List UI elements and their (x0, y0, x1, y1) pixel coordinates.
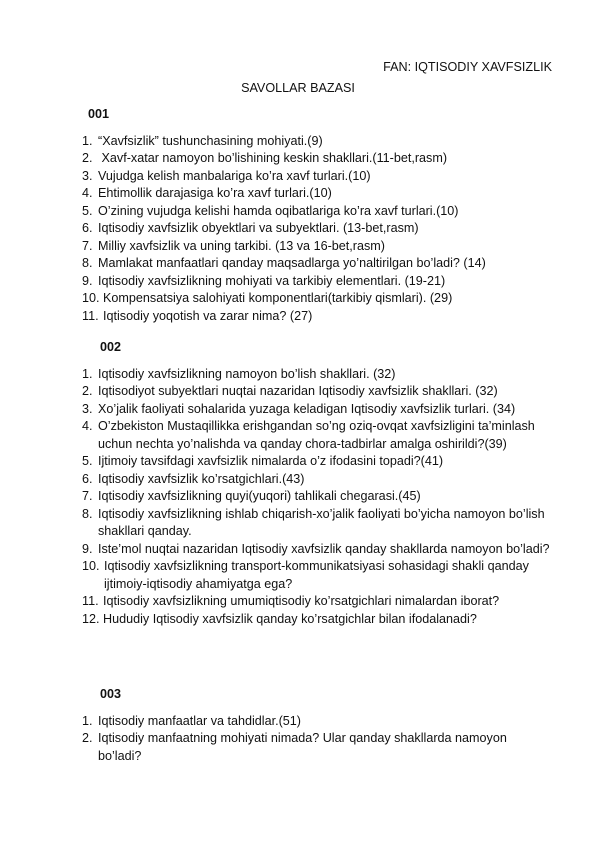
list-item (84, 203, 564, 221)
question-number: 11. (82, 594, 99, 608)
list-item (84, 558, 564, 593)
question-number: 9. (82, 541, 93, 556)
list-item (84, 730, 564, 765)
question-number: 11. (82, 308, 99, 323)
question-number: 10. (82, 559, 100, 573)
question-number: 3. (82, 168, 93, 183)
question-text: Iqtisodiy yoqotish va zarar nima? (27) (103, 308, 313, 323)
question-text: Iqtisodiy xavfsizlikning ishlab chiqarish-xo’jalik faoliyati bo’yicha namoyon bo’lish shakllari qanday. (98, 506, 545, 538)
list-item (84, 133, 564, 151)
question-text: Mamlakat manfaatlari qanday maqsadlarga yo’naltirilgan bo’ladi? (14) (98, 256, 486, 270)
list-item (84, 185, 564, 203)
question-number: 1. (82, 713, 93, 728)
question-text: Milliy xavfsizlik va uning tarkibi. (13 va 16-bet,rasm) (98, 238, 385, 253)
question-number: 2. (82, 384, 93, 398)
question-number: 7. (82, 238, 93, 253)
question-text: Iqtisodiy xavfsizlikning quyi(yuqori) tahlikali chegarasi.(45) (98, 489, 421, 503)
question-text: Kompensatsiya salohiyati komponentlari(tarkibiy qismlari). (29) (103, 291, 453, 305)
question-number: 2. (82, 731, 93, 745)
section-code: 001 (88, 107, 110, 121)
question-number: 3. (82, 401, 93, 416)
section-code: 003 (100, 687, 122, 701)
list-item (84, 308, 564, 326)
question-text: Iqtisodiy xavfsizlikning transport-kommunikatsiyasi sohasidagi shakli qanday ijtimoiy-iqtisodiy ahamiyatga ega? (104, 559, 529, 591)
list-item (84, 255, 564, 273)
question-number: 5. (82, 454, 93, 468)
question-text: “Xavfsizlik” tushunchasining mohiyati.(9) (98, 133, 323, 148)
question-number: 1. (82, 133, 93, 148)
question-number: 1. (82, 366, 93, 381)
list-item (84, 593, 564, 611)
list-item (84, 168, 564, 186)
subject-heading: FAN: IQTISODIY XAVFSIZLIK (383, 60, 552, 74)
question-text: Iqtisodiy xavfsizlik ko’rsatgichlari.(43) (98, 471, 305, 486)
question-text: Iqtisodiy manfaatning mohiyati nimada? Ular qanday shakllarda namoyon bo’ladi? (98, 731, 507, 763)
list-item (84, 383, 564, 401)
list-item (84, 401, 564, 419)
question-section-003 (84, 686, 564, 765)
page-title: SAVOLLAR BAZASI (241, 81, 355, 95)
question-number: 7. (82, 489, 93, 503)
list-item (84, 488, 564, 506)
question-number: 10. (82, 291, 100, 305)
question-text: Iqtisodiy xavfsizlikning mohiyati va tarkibiy elementlari. (19-21) (98, 273, 446, 288)
list-item (84, 713, 564, 731)
list-item (84, 471, 564, 489)
question-text: Iqtisodiy xavfsizlikning namoyon bo’lish shakllari. (32) (98, 366, 396, 381)
question-number: 8. (82, 506, 93, 521)
question-text: O’zining vujudga kelishi hamda oqibatlariga ko’ra xavf turlari.(10) (98, 203, 459, 218)
question-text: Ehtimollik darajasiga ko’ra xavf turlari.(10) (98, 186, 332, 200)
question-number: 4. (82, 186, 93, 200)
list-item (84, 220, 564, 238)
list-item (84, 453, 564, 471)
question-text: O’zbekiston Mustaqillikka erishgandan so’ng oziq-ovqat xavfsizligini ta’minlash uchun nechta yo’nalishda va qanday chora-tadbirlar amalga oshirildi?(39) (98, 419, 535, 451)
question-text: Xavf-xatar namoyon bo’lishining keskin shakllari.(11-bet,rasm) (98, 151, 448, 165)
question-number: 12. (82, 611, 100, 626)
question-number: 6. (82, 221, 93, 235)
question-text: Iqtisodiy manfaatlar va tahdidlar.(51) (98, 713, 302, 728)
list-item (84, 238, 564, 256)
question-number: 9. (82, 273, 93, 288)
list-item (84, 273, 564, 291)
question-number: 4. (82, 419, 93, 433)
question-text: Vujudga kelish manbalariga ko’ra xavf turlari.(10) (98, 168, 371, 183)
list-item (84, 290, 564, 308)
list-item (84, 506, 564, 541)
question-section-001 (84, 106, 564, 325)
list-item (84, 150, 564, 168)
question-text: Iqtisodiy xavfsizlikning umumiqtisodiy ko’rsatgichlari nimalardan iborat? (103, 594, 500, 608)
question-section-002 (84, 339, 564, 628)
list-item (84, 366, 564, 384)
list-item (84, 611, 564, 629)
list-item (84, 541, 564, 559)
question-number: 6. (82, 471, 93, 486)
question-text: Xo’jalik faoliyati sohalarida yuzaga keladigan Iqtisodiy xavfsizlik turlari. (34) (98, 401, 516, 416)
question-number: 2. (82, 151, 93, 165)
question-text: Ijtimoiy tavsifdagi xavfsizlik nimalarda o’z ifodasini topadi?(41) (98, 454, 444, 468)
section-code: 002 (100, 340, 122, 354)
question-number: 5. (82, 203, 93, 218)
question-text: Iqtisodiyot subyektlari nuqtai nazaridan Iqtisodiy xavfsizlik shakllari. (32) (98, 384, 498, 398)
question-text: Iste’mol nuqtai nazaridan Iqtisodiy xavfsizlik qanday shakllarda namoyon bo’ladi? (98, 541, 550, 556)
question-text: Iqtisodiy xavfsizlik obyektlari va subyektlari. (13-bet,rasm) (98, 221, 419, 235)
list-item (84, 418, 564, 453)
question-text: Hududiy Iqtisodiy xavfsizlik qanday ko’rsatgichlar bilan ifodalanadi? (103, 611, 477, 626)
question-number: 8. (82, 256, 93, 270)
